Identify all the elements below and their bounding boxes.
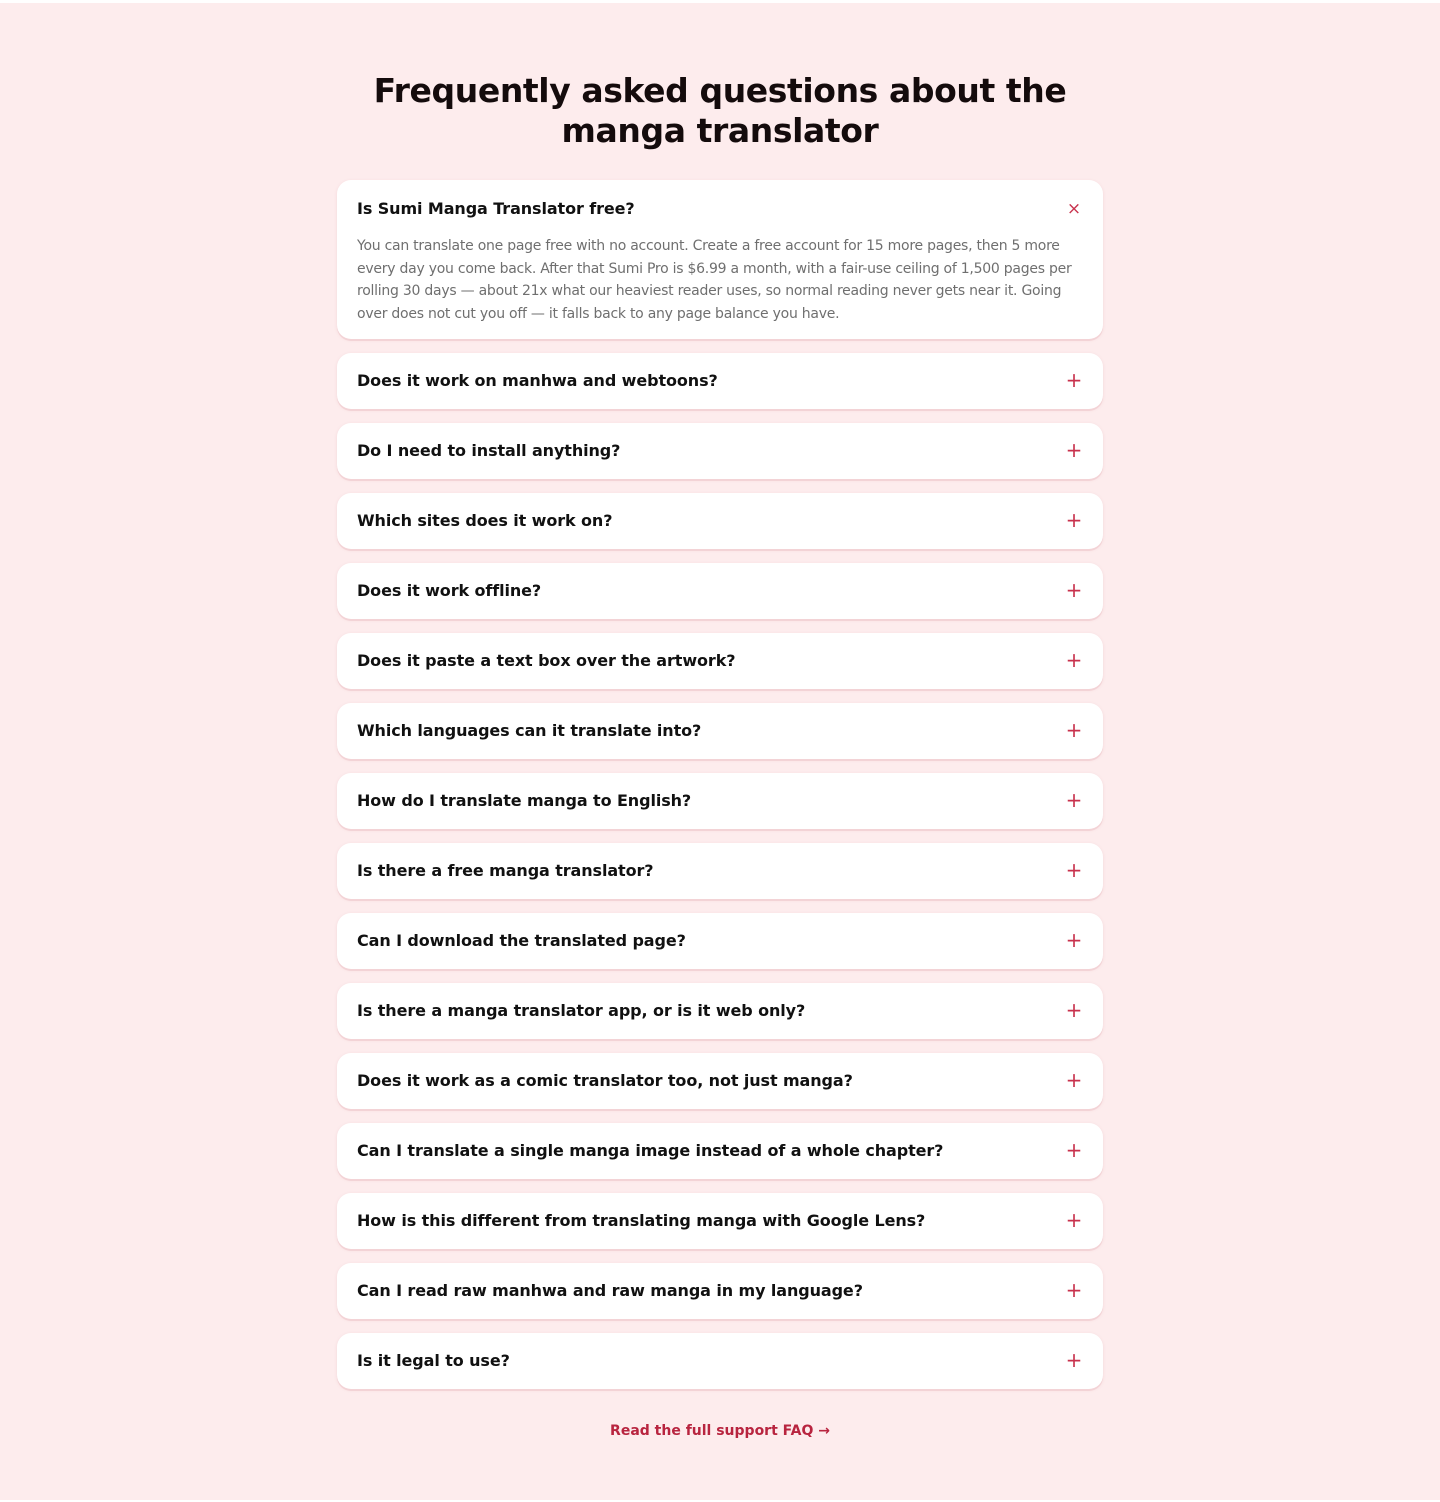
faq-question[interactable]: Does it work on manhwa and webtoons?: [357, 371, 718, 390]
faq-question[interactable]: Do I need to install anything?: [357, 441, 621, 460]
faq-question[interactable]: Does it work offline?: [357, 581, 542, 600]
faq-question[interactable]: Is it legal to use?: [357, 1351, 510, 1370]
faq-item[interactable]: [337, 180, 1103, 339]
faq-item[interactable]: [337, 563, 1103, 619]
plus-icon[interactable]: +: [1065, 1068, 1083, 1092]
faq-list: [337, 180, 1103, 1403]
faq-item[interactable]: [337, 703, 1103, 759]
faq-item[interactable]: [337, 843, 1103, 899]
faq-question[interactable]: Is there a manga translator app, or is it web only?: [357, 1001, 806, 1020]
faq-question[interactable]: Does it work as a comic translator too, not just manga?: [357, 1071, 853, 1090]
faq-question[interactable]: How is this different from translating manga with Google Lens?: [357, 1211, 926, 1230]
faq-item[interactable]: [337, 913, 1103, 969]
plus-icon[interactable]: +: [1065, 578, 1083, 602]
plus-icon[interactable]: +: [1065, 1138, 1083, 1162]
faq-item[interactable]: [337, 633, 1103, 689]
faq-item[interactable]: [337, 1263, 1103, 1319]
faq-item[interactable]: [337, 423, 1103, 479]
plus-icon[interactable]: +: [1065, 508, 1083, 532]
faq-question[interactable]: Can I download the translated page?: [357, 931, 686, 950]
faq-question[interactable]: Does it paste a text box over the artwork?: [357, 651, 736, 670]
faq-item[interactable]: [337, 353, 1103, 409]
faq-title: Frequently asked questions about the manga translator: [373, 71, 1067, 150]
plus-icon[interactable]: +: [1065, 1348, 1083, 1372]
close-icon[interactable]: ×: [1066, 199, 1082, 219]
plus-icon[interactable]: +: [1065, 1208, 1083, 1232]
faq-question[interactable]: Is Sumi Manga Translator free?: [357, 199, 635, 218]
faq-item[interactable]: [337, 773, 1103, 829]
plus-icon[interactable]: +: [1065, 718, 1083, 742]
faq-section: [0, 3, 1440, 1500]
plus-icon[interactable]: +: [1065, 438, 1083, 462]
faq-item[interactable]: [337, 1123, 1103, 1179]
faq-question[interactable]: Which languages can it translate into?: [357, 721, 702, 740]
faq-item[interactable]: [337, 1193, 1103, 1249]
plus-icon[interactable]: +: [1065, 648, 1083, 672]
plus-icon[interactable]: +: [1065, 368, 1083, 392]
faq-item[interactable]: [337, 1333, 1103, 1389]
faq-question[interactable]: How do I translate manga to English?: [357, 791, 692, 810]
plus-icon[interactable]: +: [1065, 858, 1083, 882]
faq-question[interactable]: Can I read raw manhwa and raw manga in my language?: [357, 1281, 863, 1300]
faq-item[interactable]: [337, 493, 1103, 549]
plus-icon[interactable]: +: [1065, 998, 1083, 1022]
support-faq-link[interactable]: Read the full support FAQ →: [610, 1423, 830, 1439]
faq-item[interactable]: [337, 983, 1103, 1039]
faq-item[interactable]: [337, 1053, 1103, 1109]
plus-icon[interactable]: +: [1065, 1278, 1083, 1302]
faq-question[interactable]: Can I translate a single manga image instead of a whole chapter?: [357, 1141, 944, 1160]
faq-answer: You can translate one page free with no account. Create a free account for 15 more pages, then 5 more every day you come back. After that Sumi Pro is $6.99 a month, with a fair-use ceiling of 1,500 pages per rolling 30 days — about 21x what our heaviest reader uses, so normal reading never gets near it. Going over does not cut you off — it falls back to any page balance you have.: [357, 238, 1072, 322]
faq-question[interactable]: Is there a free manga translator?: [357, 861, 654, 880]
plus-icon[interactable]: +: [1065, 788, 1083, 812]
faq-question[interactable]: Which sites does it work on?: [357, 511, 613, 530]
plus-icon[interactable]: +: [1065, 928, 1083, 952]
